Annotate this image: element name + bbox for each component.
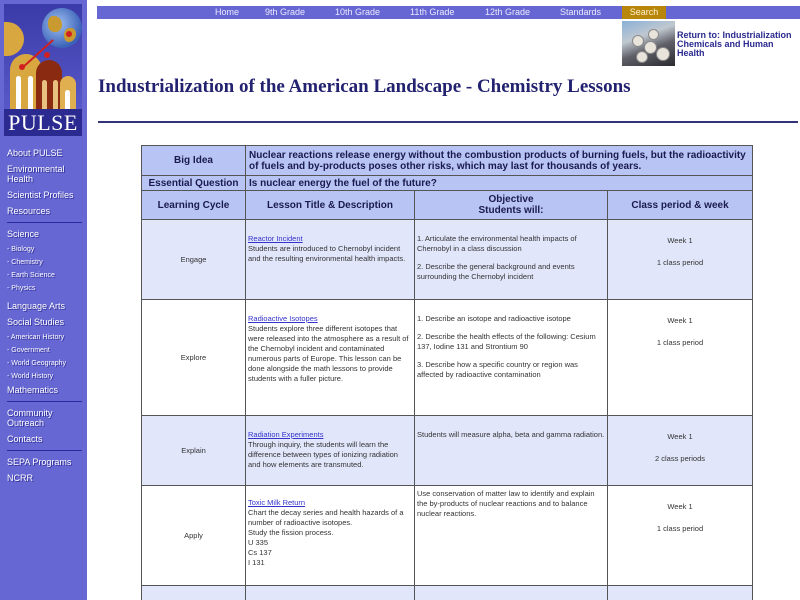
lesson-table — [141, 145, 753, 600]
column-header-row — [142, 191, 753, 220]
pipe-end — [656, 47, 670, 61]
objective-cell — [415, 300, 608, 416]
period-cell — [608, 300, 753, 416]
tab-10th-grade[interactable]: 10th Grade — [335, 7, 381, 17]
big-idea-row — [142, 146, 753, 176]
cycle-cell: Explain — [142, 416, 246, 486]
return-link-label[interactable]: Return to: Industrialization Chemicals and Human Health — [677, 30, 792, 58]
title-divider — [98, 121, 798, 123]
lesson-description: Through inquiry, the students will learn the difference between types of ionizing radiation and how elements are transmuted. — [248, 440, 398, 469]
period-cell — [608, 220, 753, 300]
header-lesson-title: Lesson Title & Description — [246, 191, 415, 220]
week-label: Week 1 — [667, 316, 693, 325]
header-objective-line1: Objective — [488, 194, 534, 205]
cycle-cell: Explore — [142, 300, 246, 416]
essential-question-label: Essential Question — [142, 176, 246, 191]
period-count: 2 class periods — [654, 454, 706, 463]
sidebar-item-earth-science[interactable]: - Earth Science — [7, 272, 55, 279]
week-label: Week 1 — [667, 432, 693, 441]
lesson-description: Students explore three different isotopes that were released into the atmosphere as a result of the Chernobyl incident and contaminated numerous parts of Europe. This lesson can be done alongside the math lessons to provide students with a fuller picture. — [248, 324, 409, 383]
pipes-thumbnail-image[interactable] — [622, 21, 675, 66]
sidebar-item-government[interactable]: - Government — [7, 347, 50, 354]
figure-leg — [65, 90, 70, 109]
sidebar-divider — [7, 222, 82, 223]
sidebar-divider — [7, 450, 82, 451]
page-title: Industrialization of the American Landscape - Chemistry Lessons — [98, 76, 631, 97]
top-nav-bar — [97, 6, 800, 19]
sidebar-item-contacts[interactable]: Contacts — [7, 434, 43, 444]
figure-leg — [53, 80, 58, 109]
sidebar-item-community-outreach[interactable]: Community Outreach — [7, 408, 53, 428]
table-row-engage — [142, 220, 753, 300]
period-cell — [608, 586, 753, 600]
figure-leg — [42, 80, 47, 109]
lesson-cell — [246, 416, 415, 486]
lesson-link-radioactive-isotopes[interactable]: Radioactive Isotopes — [248, 314, 318, 323]
lesson-extra-line: I 131 — [248, 558, 265, 567]
header-learning-cycle: Learning Cycle — [142, 191, 246, 220]
sidebar-item-chemistry[interactable]: - Chemistry — [7, 259, 43, 266]
header-objective — [415, 191, 608, 220]
lesson-link-reactor-incident[interactable]: Reactor Incident — [248, 234, 303, 243]
sidebar-item-about-pulse[interactable]: About PULSE — [7, 148, 63, 158]
table-row-apply — [142, 486, 753, 586]
objective-cell — [415, 220, 608, 300]
pipe-end — [648, 29, 659, 40]
period-cell — [608, 486, 753, 586]
tab-home[interactable]: Home — [215, 7, 240, 17]
figure-shape — [36, 60, 62, 109]
tab-11th-grade[interactable]: 11th Grade — [410, 7, 455, 17]
tab-12th-grade[interactable]: 12th Grade — [485, 7, 531, 17]
graph-dot — [66, 31, 72, 37]
return-link[interactable] — [622, 21, 800, 69]
figure-leg — [16, 76, 21, 109]
lesson-extra-line: Study the fission process. — [248, 528, 334, 537]
objective-item: 1. Articulate the environmental health impacts of Chernobyl in a class discussion — [417, 234, 577, 253]
sidebar-item-language-arts[interactable]: Language Arts — [7, 301, 66, 311]
sidebar-item-biology[interactable]: - Biology — [7, 246, 35, 253]
pipe-end — [632, 35, 644, 47]
table-row-explain — [142, 416, 753, 486]
figure-leg — [28, 76, 33, 109]
sidebar-item-scientist-profiles[interactable]: Scientist Profiles — [7, 190, 74, 200]
week-label: Week 1 — [667, 502, 693, 511]
header-objective-line2: Students will: — [478, 205, 544, 216]
objective-item: 3. Describe how a specific country or region was affected by radioactive contamination — [417, 360, 578, 379]
tab-standards[interactable]: Standards — [560, 7, 602, 17]
header-class-period: Class period & week — [608, 191, 753, 220]
sidebar-divider — [7, 401, 82, 402]
objective-cell — [415, 486, 608, 586]
sidebar-item-environmental-health[interactable]: Environmental Health — [7, 164, 65, 184]
sidebar — [0, 0, 87, 600]
lesson-description: Chart the decay series and health hazards of a number of radioactive isotopes. — [248, 508, 404, 527]
week-label: Week 1 — [667, 236, 693, 245]
logo-text: PULSE — [4, 109, 82, 136]
sidebar-item-american-history[interactable]: - American History — [7, 334, 65, 341]
pipe-end — [636, 51, 648, 63]
lesson-cell — [246, 486, 415, 586]
graph-dot — [19, 64, 25, 70]
sidebar-item-science[interactable]: Science — [7, 229, 40, 239]
essential-question-text: Is nuclear energy the fuel of the future? — [246, 176, 753, 191]
essential-question-row — [142, 176, 753, 191]
big-idea-text: Nuclear reactions release energy without the combustion products of burning fuels, but the radioactivity of fuels and by-products poses other risks, which may last for thousands of years. — [246, 146, 753, 176]
objective-cell — [415, 586, 608, 600]
period-count: 1 class period — [656, 524, 704, 533]
lesson-link-toxic-milk-return[interactable]: Toxic Milk Return — [248, 498, 306, 507]
period-count: 1 class period — [656, 338, 704, 347]
period-cell — [608, 416, 753, 486]
lesson-link-radiation-experiments[interactable]: Radiation Experiments — [248, 430, 324, 439]
lesson-extra-line: Cs 137 — [248, 548, 272, 557]
sidebar-item-physics[interactable]: - Physics — [7, 285, 36, 292]
globe-land — [48, 16, 62, 32]
sidebar-item-ncrr[interactable]: NCRR — [7, 473, 33, 483]
lesson-cell — [246, 586, 415, 600]
pulse-logo[interactable] — [4, 4, 82, 136]
objective-item: 1. Describe an isotope and radioactive isotope — [417, 314, 571, 323]
period-count: 1 class period — [656, 258, 704, 267]
lesson-description: Students are introduced to Chernobyl incident and the resulting environmental health impacts. — [248, 244, 406, 263]
graph-dot — [44, 52, 50, 58]
lesson-cell — [246, 220, 415, 300]
tab-9th-grade[interactable]: 9th Grade — [265, 7, 306, 17]
sidebar-item-resources[interactable]: Resources — [7, 206, 51, 216]
sidebar-item-mathematics[interactable]: Mathematics — [7, 385, 59, 395]
lesson-extra-line: U 335 — [248, 538, 269, 547]
objective-item: Use conservation of matter law to identify and explain the by-products of nuclear reactions and to balance nuclear reactions. — [417, 489, 595, 518]
lesson-cell — [246, 300, 415, 416]
objective-item: 2. Describe the health effects of the following: Cesium 137, Iodine 131 and Strontium 90 — [417, 332, 596, 351]
cycle-cell: Apply — [142, 486, 246, 586]
big-idea-label: Big Idea — [142, 146, 246, 176]
sidebar-item-sepa-programs[interactable]: SEPA Programs — [7, 457, 72, 467]
objective-item: Students will measure alpha, beta and gamma radiation. — [417, 430, 605, 439]
cycle-cell — [142, 586, 246, 600]
objective-cell — [415, 416, 608, 486]
sidebar-item-world-geography[interactable]: - World Geography — [7, 360, 67, 367]
table-row-partial — [142, 586, 753, 600]
sidebar-nav — [7, 148, 85, 489]
sidebar-item-social-studies[interactable]: Social Studies — [7, 317, 65, 327]
cycle-cell: Engage — [142, 220, 246, 300]
objective-item: 2. Describe the general background and events surrounding the Chernobyl incident — [417, 262, 575, 281]
table-row-explore — [142, 300, 753, 416]
sidebar-item-world-history[interactable]: - World History — [7, 373, 54, 380]
search-button[interactable]: Search — [622, 6, 666, 19]
